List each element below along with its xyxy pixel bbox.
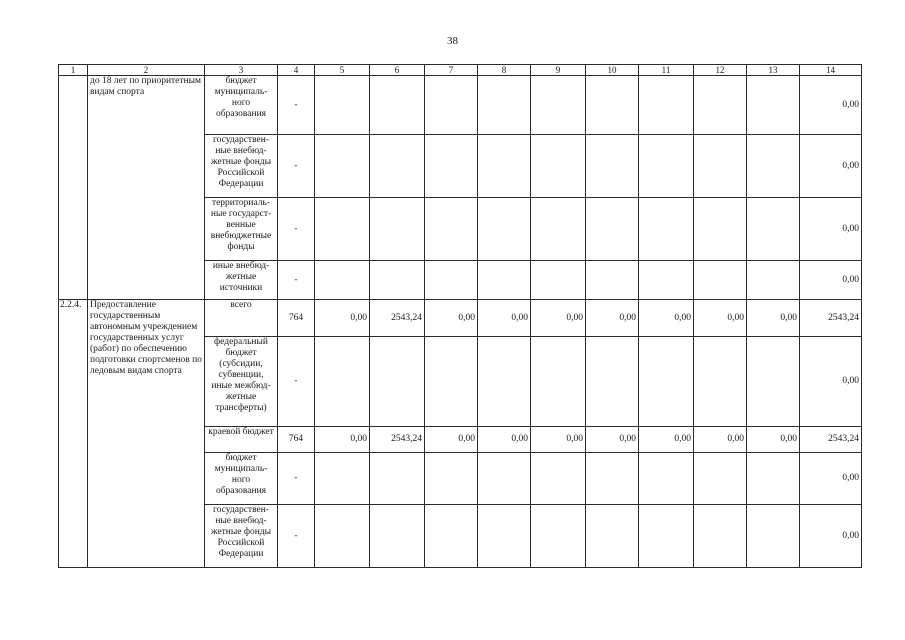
budget-table	[58, 64, 862, 568]
cell-c8: 0,00	[478, 300, 531, 337]
funding-source: иные внебюд-жетные источники	[205, 261, 278, 300]
col-header: 12	[694, 65, 747, 76]
table-row	[59, 76, 862, 135]
col-header: 11	[639, 65, 694, 76]
cell-c14: 0,00	[800, 337, 862, 427]
cell-c10: 0,00	[586, 300, 639, 337]
cell-c4: -	[278, 453, 315, 505]
cell-c14: 2543,24	[800, 300, 862, 337]
cell-c6: 2543,24	[370, 300, 425, 337]
cell-c14: 0,00	[800, 198, 862, 261]
col-header: 2	[88, 65, 205, 76]
col-header: 10	[586, 65, 639, 76]
col-header: 7	[425, 65, 478, 76]
cell-c7: 0,00	[425, 300, 478, 337]
cell-c4: -	[278, 198, 315, 261]
funding-source: территориаль-ные государст-венные внебюджетные фонды	[205, 198, 278, 261]
cell-c14: 0,00	[800, 76, 862, 135]
measure-title: до 18 лет по приоритетным видам спорта	[88, 76, 205, 300]
cell-c11: 0,00	[639, 427, 694, 453]
cell-c6: 2543,24	[370, 427, 425, 453]
cell-c12: 0,00	[694, 427, 747, 453]
cell-c13: 0,00	[747, 427, 800, 453]
funding-source: краевой бюджет	[205, 427, 278, 453]
row-number	[59, 76, 88, 300]
measure-title: Предоставление государственным автономным учреждением государственных услуг (работ) по обеспечению подготовки спортсменов по ледовым видам спорта	[88, 300, 205, 568]
col-header: 14	[800, 65, 862, 76]
funding-source: всего	[205, 300, 278, 337]
cell-c4: -	[278, 261, 315, 300]
col-header: 5	[315, 65, 370, 76]
cell-c4: 764	[278, 300, 315, 337]
funding-source: государствен-ные внебюд-жетные фонды Российской Федерации	[205, 135, 278, 198]
cell-c4: -	[278, 135, 315, 198]
cell-c4: -	[278, 76, 315, 135]
funding-source: государствен-ные внебюд-жетные фонды Российской Федерации	[205, 505, 278, 568]
cell-c11: 0,00	[639, 300, 694, 337]
col-header: 9	[531, 65, 586, 76]
col-header: 3	[205, 65, 278, 76]
cell-c7: 0,00	[425, 427, 478, 453]
cell-c4: -	[278, 505, 315, 568]
cell-c12: 0,00	[694, 300, 747, 337]
cell-c14: 0,00	[800, 505, 862, 568]
row-number: 2.2.4.	[59, 300, 88, 568]
col-header: 6	[370, 65, 425, 76]
cell-c14: 2543,24	[800, 427, 862, 453]
funding-source: бюджет муниципаль-ного образования	[205, 453, 278, 505]
funding-source: бюджет муниципаль-ного образования	[205, 76, 278, 135]
cell-c14: 0,00	[800, 453, 862, 505]
cell-c4: -	[278, 337, 315, 427]
header-row	[59, 65, 862, 76]
table-row	[59, 300, 862, 337]
cell-c14: 0,00	[800, 135, 862, 198]
col-header: 13	[747, 65, 800, 76]
cell-c9: 0,00	[531, 300, 586, 337]
funding-source: федеральный бюджет (субсидии, субвенции, иные межбюд-жетные трансферты)	[205, 337, 278, 427]
cell-c13: 0,00	[747, 300, 800, 337]
cell-c8: 0,00	[478, 427, 531, 453]
page-number: 38	[447, 35, 458, 47]
cell-c10: 0,00	[586, 427, 639, 453]
col-header: 1	[59, 65, 88, 76]
cell-c4: 764	[278, 427, 315, 453]
cell-c9: 0,00	[531, 427, 586, 453]
cell-c5: 0,00	[315, 427, 370, 453]
col-header: 4	[278, 65, 315, 76]
cell-c14: 0,00	[800, 261, 862, 300]
col-header: 8	[478, 65, 531, 76]
cell-c5: 0,00	[315, 300, 370, 337]
